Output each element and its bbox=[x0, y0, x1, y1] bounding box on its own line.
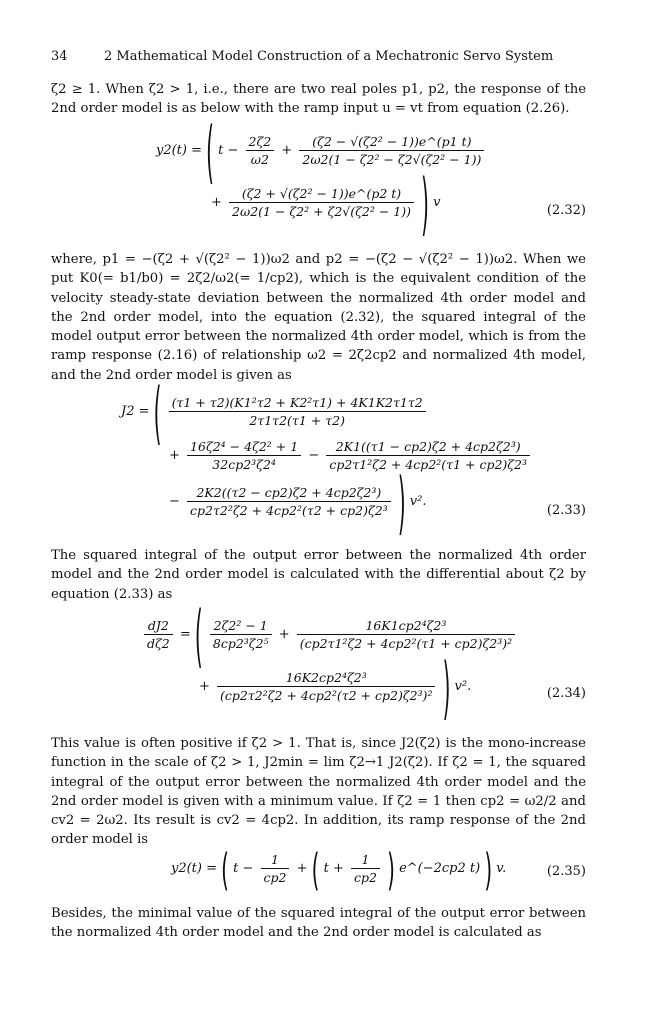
equation-2-34: $\frac{dJ2}{d\zeta 2}$ = ( $\frac{\text{2ζ2² − 1}}{\text{8cp2³ζ2⁵}}$ + $\frac{\text{16K1cp2⁴ζ2³}}{\text{(cp2τ1²ζ2 + 4cp2²(τ1 + cp2)ζ2³)²}}$ + $\frac{\text{16K2cp2⁴ζ2³}}{\text{(cp2τ2²ζ2 + 4cp2²(τ2 + cp2)ζ2³)²}}$ ) v². (2.34) bbox=[51, 614, 586, 720]
page-number: 34 bbox=[51, 49, 68, 64]
equation-2-35: y2(t) = ( t − $\frac{1}{cp2}$ + ( t + $\frac{1}{cp2}$ ) e^(−2cp2 t) ) v. (2.35) bbox=[171, 842, 586, 895]
right-paren: ) bbox=[397, 460, 406, 543]
right-paren-inner: ) bbox=[387, 842, 395, 895]
equation-number: (2.32) bbox=[546, 203, 586, 218]
left-paren: ( bbox=[206, 109, 214, 192]
fraction: $\frac{2\zeta 2}{\omega 2}$ bbox=[246, 134, 275, 167]
eq-lhs: y2(t) = bbox=[171, 861, 218, 876]
eq-tail: v². bbox=[454, 679, 472, 694]
equation-2-32: y2(t) = ( t − $\frac{2\zeta 2}{\omega 2}$ + $\frac{\text{(ζ2 − √(ζ2² − 1))e\textasciicircum{}(p1 t)}}{\text{2ω2(1 − ζ2² − ζ2√(ζ2² − 1))}}$ + $\frac{\text{(ζ2 + √(ζ2² − 1))e\textasciicircum{}(p2 t)}}{\text{2ω2(1 − ζ2² + ζ2√(ζ2² − 1))}}$ ) v (2.32) bbox=[156, 109, 586, 244]
left-paren: ( bbox=[153, 370, 162, 453]
eq-term: t − bbox=[233, 861, 254, 876]
fraction: $\frac{\text{(τ1 + τ2)(K1²τ2 + K2²τ1) + 4K1K2τ1τ2}}{2\tau 1\tau 2(\tau 1 + \tau 2)}$ bbox=[169, 395, 426, 428]
fraction: $\frac{\text{(ζ2 + √(ζ2² − 1))e\textasciicircum{}(p2 t)}}{\text{2ω2(1 − ζ2² + ζ2√(ζ2² − 1))}}$ bbox=[229, 186, 414, 219]
left-paren: ( bbox=[194, 593, 203, 676]
right-paren: ) bbox=[421, 161, 429, 244]
paragraph-minimal-value: Besides, the minimal value of the squared integral of the output error between the normalized 4th order model and the 2nd order model is calculated as bbox=[51, 906, 586, 941]
fraction: $\frac{\text{2ζ2² − 1}}{\text{8cp2³ζ2⁵}}$ bbox=[210, 618, 272, 651]
right-paren: ) bbox=[484, 842, 493, 895]
left-paren-inner: ( bbox=[311, 842, 320, 895]
equation-number: (2.34) bbox=[546, 686, 586, 701]
eq-tail: v bbox=[433, 195, 441, 210]
paragraph-poles: where, p1 = −(ζ2 + √(ζ2² − 1))ω2 and p2 = −(ζ2 − √(ζ2² − 1))ω2. When we put K0(= b1/b0) = 2ζ2/ω2(= 1/cp2), which is the equivalent condition of the velocity steady-state deviation between the normalized 4th order model and the 2nd order model, into the equation (2.32), the squared integral of the model output error between the normalized 4th order model, which is from the ramp response (2.16) of relationship ω2 = 2ζ2cp2 and normalized 4th model, and the 2nd order model is given as bbox=[51, 252, 586, 383]
eq-lhs: J2 = bbox=[121, 404, 150, 419]
chapter-title: 2 Mathematical Model Construction of a Mechatronic Servo System bbox=[104, 49, 554, 64]
equation-number: (2.33) bbox=[546, 503, 586, 518]
paragraph-intro: ζ2 ≥ 1. When ζ2 > 1, i.e., there are two real poles p1, p2, the response of the 2nd order model is as below with the ramp input u = vt from equation (2.26). bbox=[51, 82, 586, 117]
derivative-fraction: $\frac{dJ2}{d\zeta 2}$ bbox=[144, 618, 173, 651]
eq-exponential: e^(−2cp2 t) bbox=[399, 861, 481, 876]
eq-tail: v². bbox=[409, 494, 427, 509]
fraction: $\frac{\text{(ζ2 − √(ζ2² − 1))e\textasciicircum{}(p1 t)}}{\text{2ω2(1 − ζ2² − ζ2√(ζ2² − 1))}}$ bbox=[299, 134, 484, 167]
eq-tail: v. bbox=[496, 861, 507, 876]
eq-term: t − bbox=[218, 143, 239, 158]
paragraph-differential: The squared integral of the output error between the normalized 4th order model and the 2nd order model is calculated with the differential about ζ2 by equation (2.33) as bbox=[51, 548, 586, 602]
eq-lhs: y2(t) = bbox=[156, 143, 203, 158]
left-paren: ( bbox=[221, 842, 229, 895]
fraction: $\frac{\text{16ζ2⁴ − 4ζ2² + 1}}{\text{32cp2³ζ2⁴}}$ bbox=[187, 439, 301, 472]
equation-number: (2.35) bbox=[546, 864, 586, 879]
fraction: $\frac{\text{2K1((τ1 − cp2)ζ2 + 4cp2ζ2³)}}{\text{cp2τ1²ζ2 + 4cp2²(τ1 + cp2)ζ2³}}$ bbox=[326, 439, 530, 472]
equation-2-33: J2 = ( $\frac{\text{(τ1 + τ2)(K1²τ2 + K2²τ1) + 4K1K2τ1τ2}}{2\tau 1\tau 2(\tau 1 + \tau 2)}$ + $\frac{\text{16ζ2⁴ − 4ζ2² + 1}}{\text{32cp2³ζ2⁴}}$ − $\frac{\text{2K1((τ1 − cp2)ζ2 + 4cp2ζ2³)}}{\text{cp2τ1²ζ2 + 4cp2²(τ1 + cp2)ζ2³}}$ − $\frac{\text{2K2((τ2 − cp2)ζ2 + 4cp2ζ2³)}}{\text{cp2τ2²ζ2 + 4cp2²(τ2 + cp2)ζ2³}}$ ) v². (2.33) bbox=[121, 370, 586, 543]
fraction: $\frac{\text{16K2cp2⁴ζ2³}}{\text{(cp2τ2²ζ2 + 4cp2²(τ2 + cp2)ζ2³)²}}$ bbox=[217, 670, 435, 703]
fraction: $\frac{1}{cp2}$ bbox=[261, 852, 290, 885]
eq-term: t + bbox=[323, 861, 344, 876]
fraction: $\frac{\text{2K2((τ2 − cp2)ζ2 + 4cp2ζ2³)}}{\text{cp2τ2²ζ2 + 4cp2²(τ2 + cp2)ζ2³}}$ bbox=[187, 485, 391, 518]
paragraph-mono-increase: This value is often positive if ζ2 > 1. That is, since J2(ζ2) is the mono-increase function in the scale of ζ2 > 1, J2min = lim ζ2→1 J2(ζ2). If ζ2 = 1, the squared integral of the output error between the normalized 4th order model and the 2nd order model is given with a minimum value. If ζ2 = 1 then cp2 = ω2/2 and cv2 = 2ω2. Its result is cv2 = 4cp2. In addition, its ramp response of the 2nd order model is bbox=[51, 736, 586, 848]
fraction: $\frac{\text{16K1cp2⁴ζ2³}}{\text{(cp2τ1²ζ2 + 4cp2²(τ1 + cp2)ζ2³)²}}$ bbox=[297, 618, 515, 651]
fraction: $\frac{1}{cp2}$ bbox=[351, 852, 380, 885]
right-paren: ) bbox=[442, 645, 451, 728]
